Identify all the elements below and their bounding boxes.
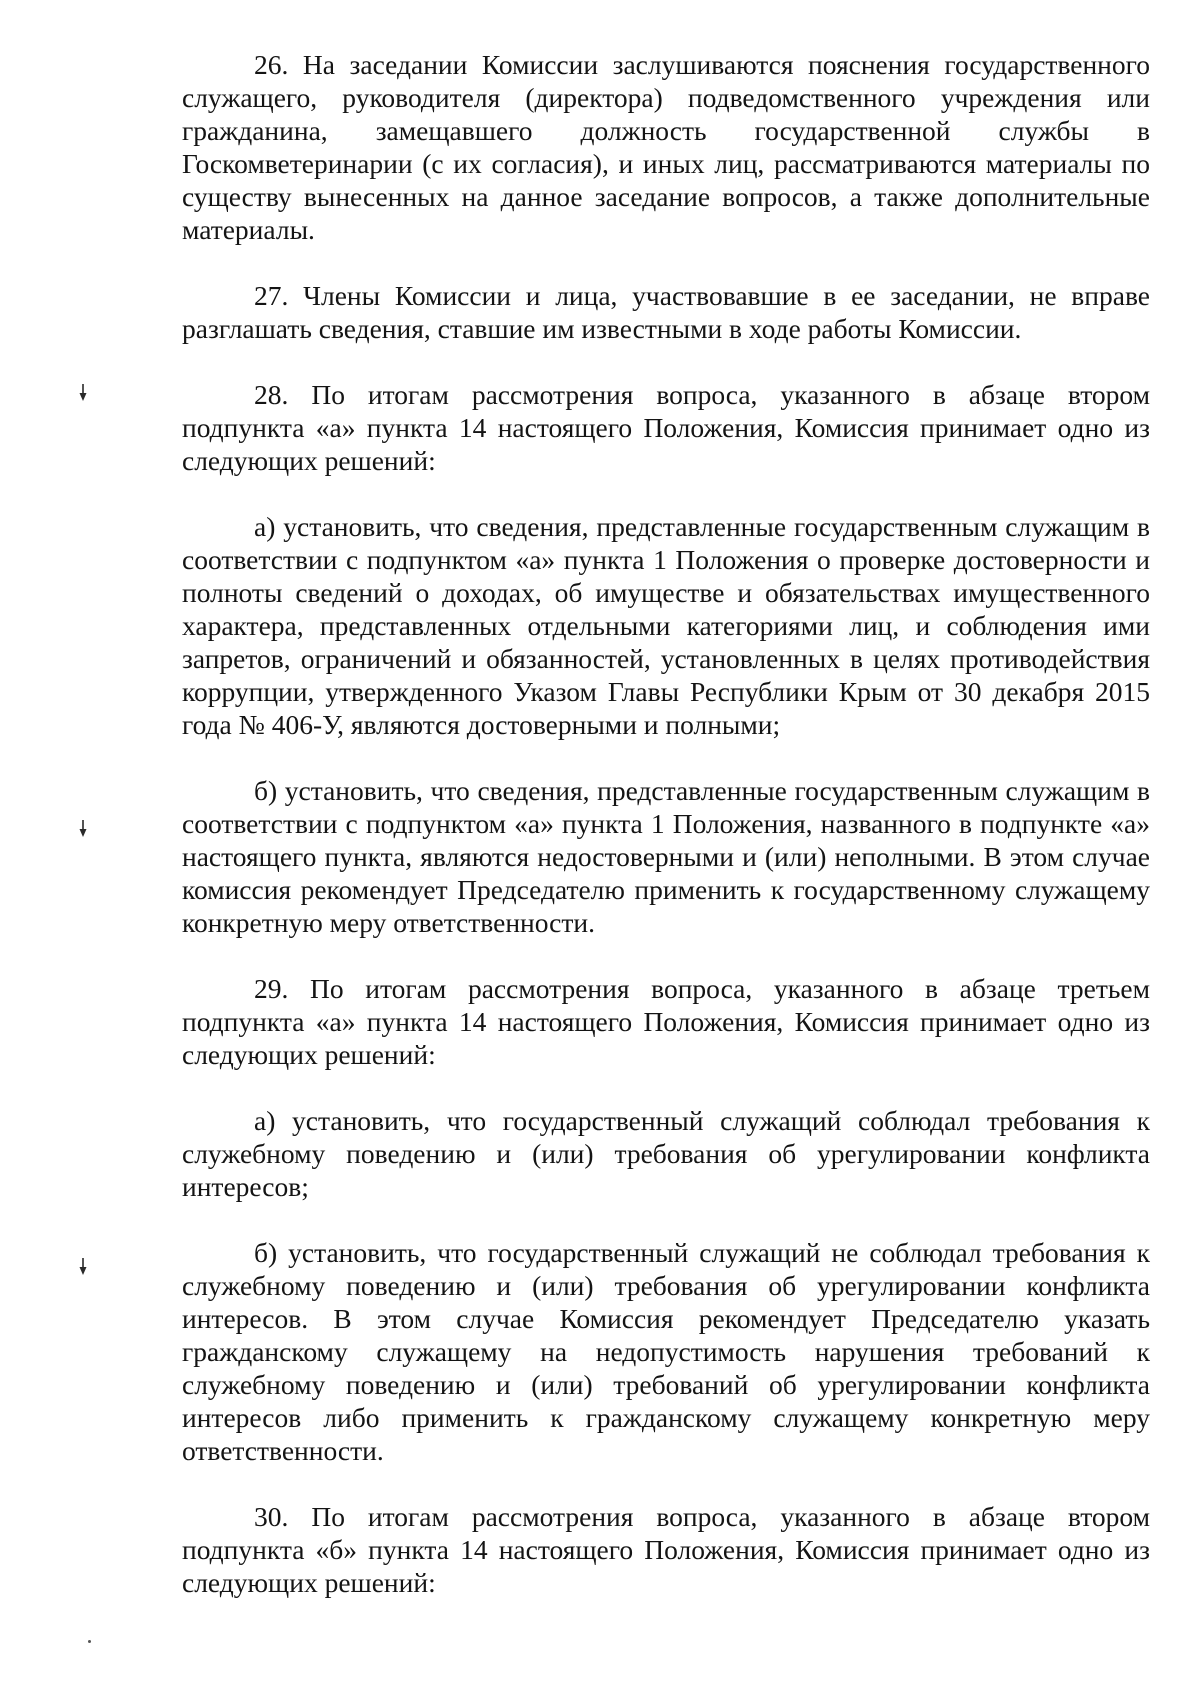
binding-hole-mark-icon <box>78 1258 88 1276</box>
scan-speck <box>88 1640 91 1643</box>
document-body <box>182 48 1150 1599</box>
binding-hole-mark-icon <box>78 820 88 838</box>
paragraph-30: 30. По итогам рассмотрения вопроса, указанного в абзаце втором подпункта «б» пункта 14 настоящего Положения, Комиссия принимает одно из следующих решений: <box>182 1501 1150 1598</box>
paragraph-28-b: б) установить, что сведения, представленные государственным служащим в соответствии с подпунктом «а» пункта 1 Положения, названного в подпункте «а» настоящего пункта, являются недостоверными и (или) неполными. В этом случае комиссия рекомендует Председателю применить к государственному служащему конкретную меру ответственности. <box>182 775 1150 938</box>
paragraph-28: 28. По итогам рассмотрения вопроса, указанного в абзаце втором подпункта «а» пункта 14 настоящего Положения, Комиссия принимает одно из следующих решений: <box>182 379 1150 476</box>
paragraph-27: 27. Члены Комиссии и лица, участвовавшие в ее заседании, не вправе разглашать сведения, ставшие им известными в ходе работы Комиссии. <box>182 280 1150 344</box>
paragraph-28-a: а) установить, что сведения, представленные государственным служащим в соответствии с подпунктом «а» пункта 1 Положения о проверке достоверности и полноты сведений о доходах, об имуществе и обязательствах имущественного характера, представленных отдельными категориями лиц, и соблюдения ими запретов, ограничений и обязанностей, установленных в целях противодействия коррупции, утвержденного Указом Главы Республики Крым от 30 декабря 2015 года № 406-У, являются достоверными и полными; <box>182 511 1150 740</box>
binding-hole-mark-icon <box>78 384 88 402</box>
paragraph-29-b: б) установить, что государственный служащий не соблюдал требования к служебному поведению и (или) требования об урегулировании конфликта интересов. В этом случае Комиссия рекомендует Председателю указать гражданскому служащему на недопустимость нарушения требований к служебному поведению и (или) требований об урегулировании конфликта интересов либо применить к гражданскому служащему конкретную меру ответственности. <box>182 1237 1150 1466</box>
paragraph-26: 26. На заседании Комиссии заслушиваются пояснения государственного служащего, руководителя (директора) подведомственного учреждения или гражданина, замещавшего должность государственной службы в Госкомветеринарии (с их согласия), и иных лиц, рассматриваются материалы по существу вынесенных на данное заседание вопросов, а также дополнительные материалы. <box>182 49 1150 245</box>
paragraph-29: 29. По итогам рассмотрения вопроса, указанного в абзаце третьем подпункта «а» пункта 14 настоящего Положения, Комиссия принимает одно из следующих решений: <box>182 973 1150 1070</box>
paragraph-29-a: а) установить, что государственный служащий соблюдал требования к служебному поведению и (или) требования об урегулировании конфликта интересов; <box>182 1105 1150 1202</box>
